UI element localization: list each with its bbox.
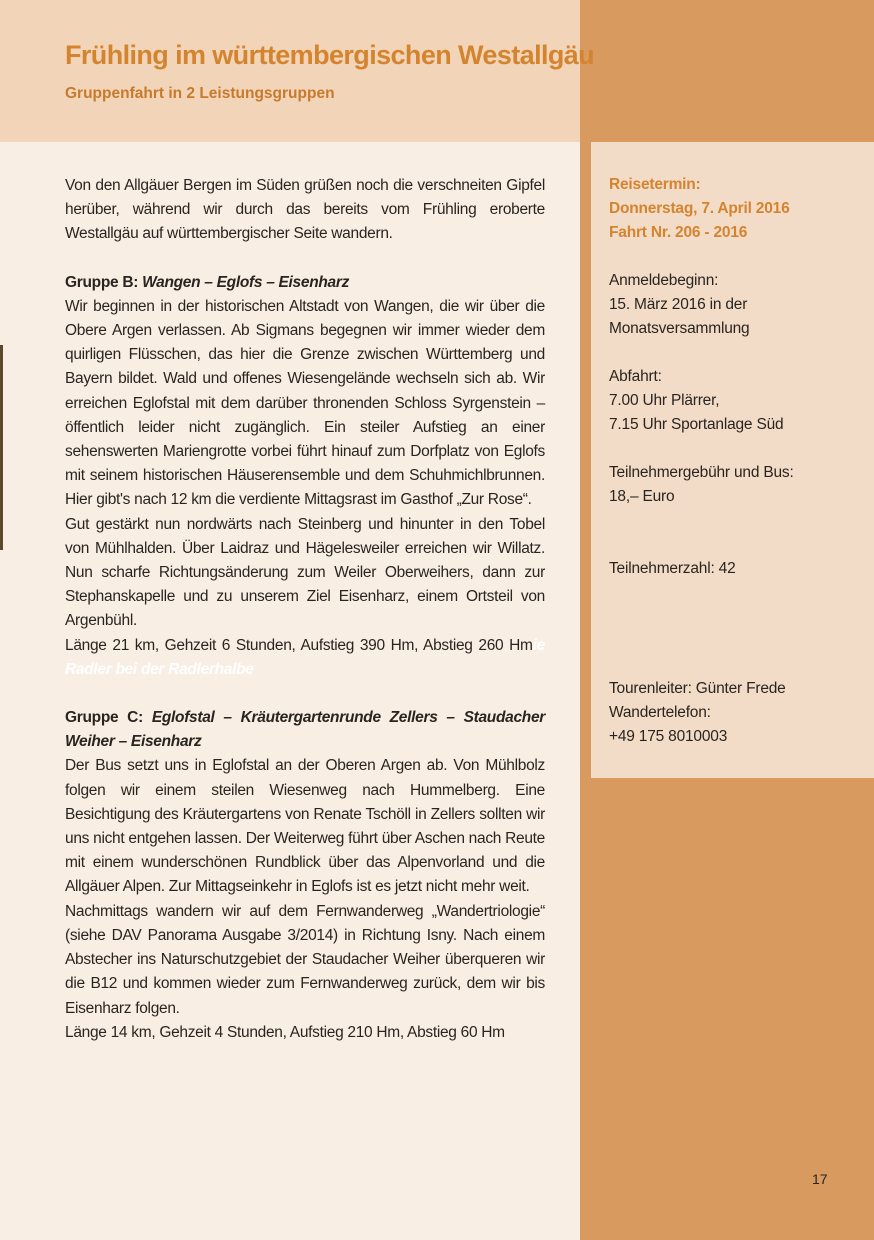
abfahrt-label: Abfahrt: (609, 368, 662, 385)
group-b-stats (65, 634, 545, 682)
gebuehr-label: Teilnehmergebühr und Bus: (609, 464, 794, 481)
group-c-route: Eglofstal – Kräutergartenrunde Zellers – Staudacher Weiher – Eisenharz (65, 709, 545, 751)
tourenleiter: Tourenleiter: Günter Frede (609, 680, 786, 697)
group-b-label: Gruppe B: (65, 273, 139, 291)
main-text (65, 174, 545, 1045)
group-b-heading (65, 271, 545, 295)
termin-date: Donnerstag, 7. April 2016 (609, 200, 790, 217)
group-c-label: Gruppe C: (65, 709, 143, 727)
group-b-paragraph-1: Wir beginnen in der historischen Altstadt von Wangen, die wir über die Obere Argen verlassen. Ab Sigmans begegnen wir immer wieder dem quirligen Flüsschen, das hier die Grenze zwischen Württemberg und Bayern bildet. Wald und offenes Wiesengelände wechseln sich ab. Wir erreichen Eglofstal mit dem darüber thronenden Schloss Syrgenstein – öffentlich leider nicht zugänglich. Ein steiler Aufstieg an einer sehenswerten Mariengrotte vorbei führt hinauf zum Dorfplatz von Eglofs mit seinem historischen Häuserensemble und dem Schuhmichlbrunnen. Hier gibt's nach 12 km die verdiente Mittagsrast im Gasthof „Zur Rose“. (65, 297, 545, 509)
left-edge-strip (0, 345, 3, 550)
group-c-heading (65, 706, 545, 754)
page-subtitle: Gruppenfahrt in 2 Leistungsgruppen (65, 85, 335, 102)
anmelde-line-2: Monatsversammlung (609, 320, 750, 337)
termin-fahrt: Fahrt Nr. 206 - 2016 (609, 224, 748, 241)
header-band (0, 0, 580, 142)
ghost-text: ie Radler bei der Radlerhalbe (65, 636, 545, 678)
termin-label: Reisetermin: (609, 176, 701, 193)
telefon-number: +49 175 8010003 (609, 728, 728, 745)
intro-paragraph: Von den Allgäuer Bergen im Süden grüßen noch die verschneiten Gipfel herüber, während wir durch das bereits vom Frühling eroberte Westallgäu auf württembergischer Seite wandern. (65, 177, 545, 243)
group-c-paragraph-2: Nachmittags wandern wir auf dem Fernwanderweg „Wandertriologie“ (siehe DAV Panorama Ausgabe 3/2014) in Richtung Isny. Nach einem Abstecher ins Naturschutzgebiet der Staudacher Weiher überqueren wir die B12 und kommen wieder zum Fernwanderweg zurück, dem wir bis Eisenharz folgen. (65, 902, 545, 1017)
teilnehmer-zahl: Teilnehmerzahl: 42 (609, 560, 736, 577)
page-title: Frühling im württembergischen Westallgäu (65, 40, 595, 70)
anmelde-label: Anmeldebeginn: (609, 272, 719, 289)
group-b-paragraph-2: Gut gestärkt nun nordwärts nach Steinberg und hinunter in den Tobel von Mühlhalden. Über Laidraz und Hägelesweiler erreichen wir Willatz. Nun scharfe Richtungsänderung zum Weiler Oberweihers, dann zur Stephanskapelle und zu unserem Ziel Eisenharz, einem Ortsteil von Argenbühl. (65, 515, 545, 630)
group-c-stats: Länge 14 km, Gehzeit 4 Stunden, Aufstieg 210 Hm, Abstieg 60 Hm (65, 1023, 505, 1041)
group-c-paragraph-1: Der Bus setzt uns in Eglofstal an der Oberen Argen ab. Von Mühlbolz folgen wir einem steilen Wiesenweg nach Hummelberg. Eine Besichtigung des Kräutergartens von Renate Tschöll in Zellers sollten wir uns nicht entgehen lassen. Der Weiterweg führt über Aschen nach Reute mit einem wunderschönen Rundblick über das Alpenvorland und die Allgäuer Alpen. Zur Mittagseinkehr in Eglofs ist es jetzt nicht mehr weit. (65, 757, 545, 896)
anmelde-line-1: 15. März 2016 in der (609, 296, 748, 313)
abfahrt-line-2: 7.15 Uhr Sportanlage Süd (609, 416, 784, 433)
telefon-label: Wandertelefon: (609, 704, 711, 721)
page-number: 17 (812, 1171, 828, 1187)
group-b-stats-text: Länge 21 km, Gehzeit 6 Stunden, Aufstieg 390 Hm, Abstieg 260 Hm (65, 636, 533, 654)
gebuehr-value: 18,– Euro (609, 488, 675, 505)
sidebar-info (609, 173, 859, 773)
group-b-route: Wangen – Eglofs – Eisenharz (142, 273, 350, 291)
abfahrt-line-1: 7.00 Uhr Plärrer, (609, 392, 720, 409)
